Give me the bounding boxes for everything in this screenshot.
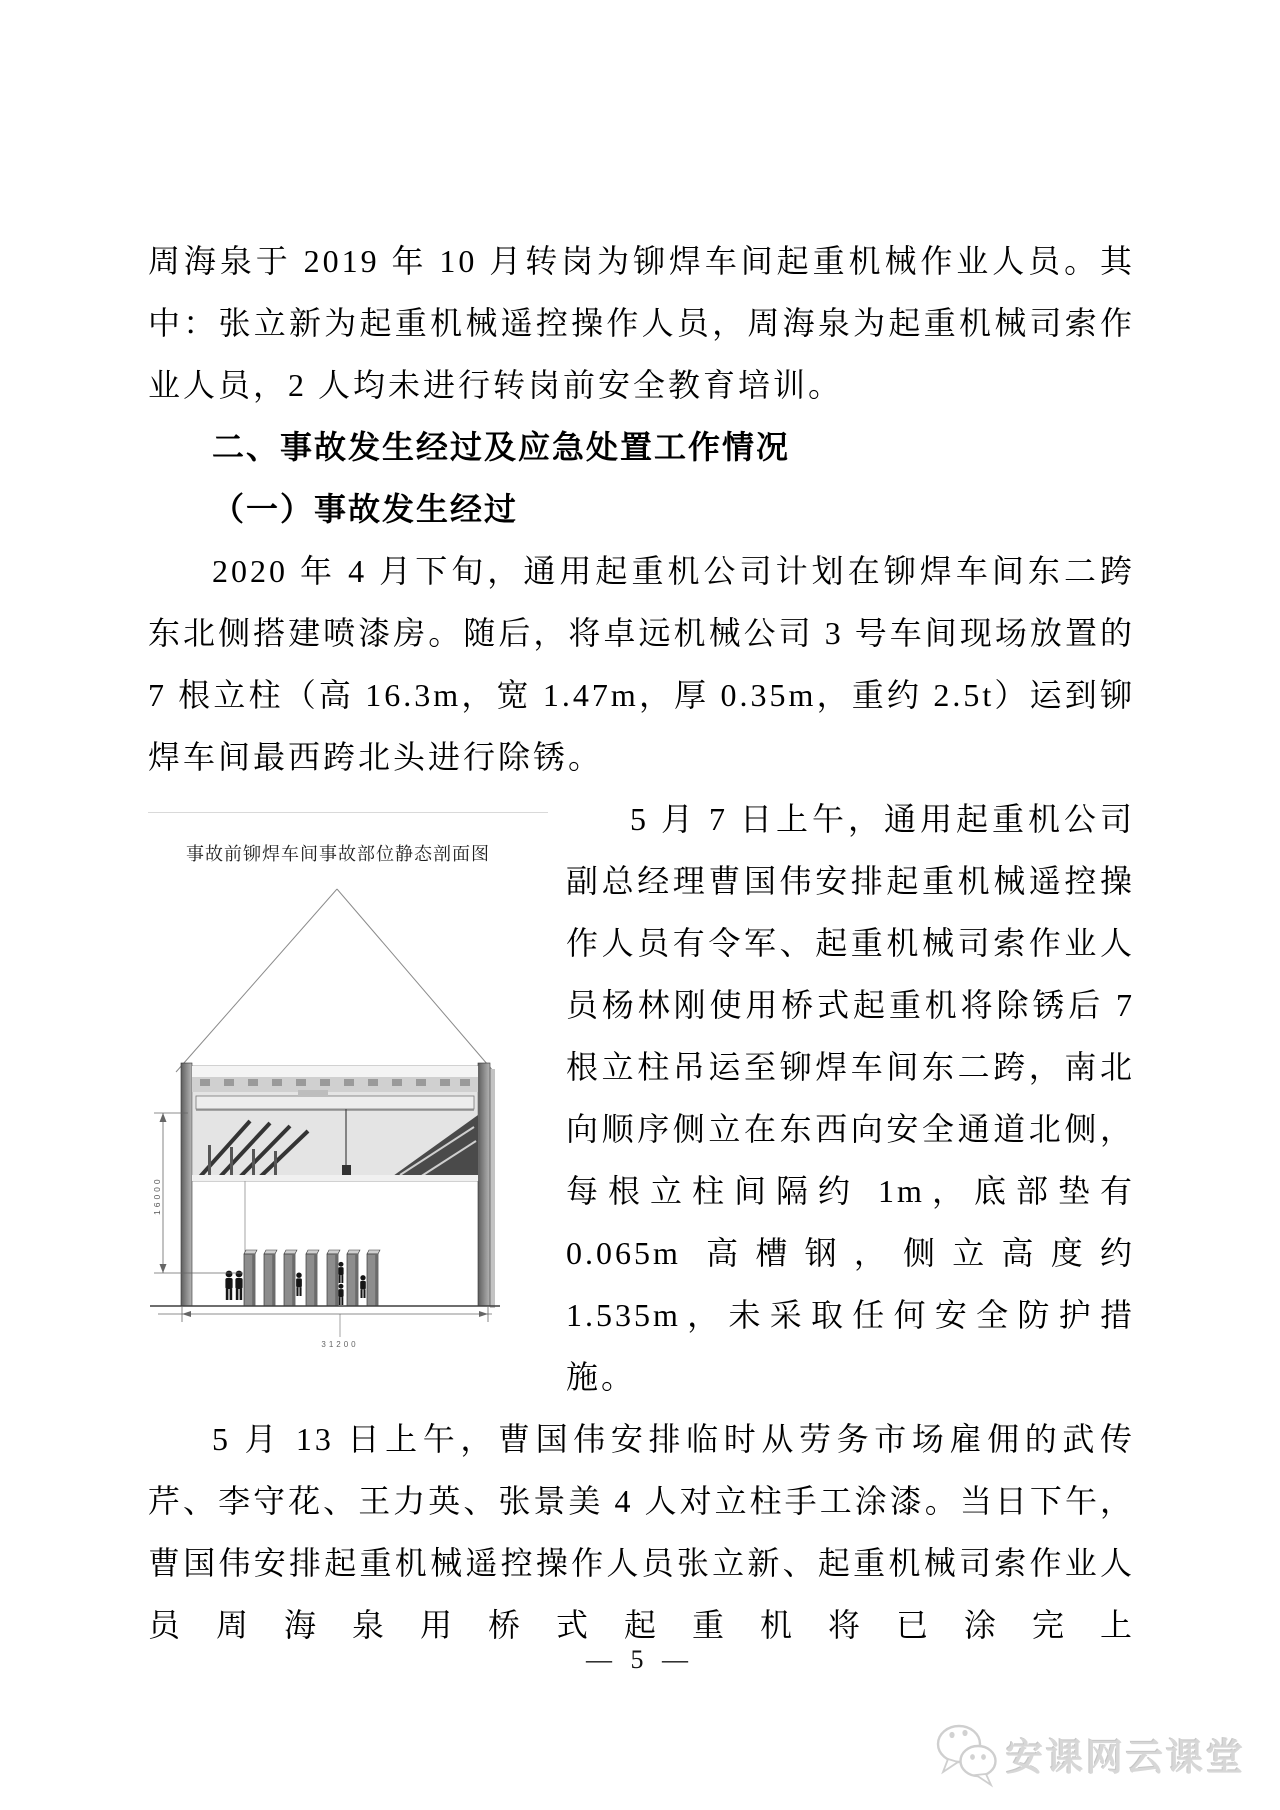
paragraph-continuation: 周海泉于 2019 年 10 月转岗为铆焊车间起重机械作业人员。其中：张立新为起重机械遥控操作人员，周海泉为起重机械司索作业人员，2 人均未进行转岗前安全教育培训。 xyxy=(148,243,1135,403)
paragraph-may7: 5 月 7 日上午，通用起重机公司副总经理曹国伟安排起重机械遥控操作人员有令军、起重机械司索作业人员杨林刚使用桥式起重机将除锈后 7 根立柱吊运至铆焊车间东二跨，南北向顺序侧立在东西向安全通道北侧，每根立柱间隔约 1m，底部垫有 0.065m 高槽钢，侧立高度约 1.535m，未采取任何安全防护措施。 xyxy=(566,801,1135,1395)
subsection-heading: （一）事故发生经过 xyxy=(212,491,519,527)
figure-cross-section xyxy=(148,812,548,1373)
paragraph-plan: 2020 年 4 月下旬，通用起重机公司计划在铆焊车间东二跨东北侧搭建喷漆房。随后，将卓远机械公司 3 号车间现场放置的 7 根立柱（高 16.3m，宽 1.47m，厚 0.35m，重约 2.5t）运到铆焊车间最西跨北头进行除锈。 xyxy=(148,553,1135,775)
watermark-text: 安课网云课堂 xyxy=(1006,1737,1246,1778)
width-dimension-label: 31200 xyxy=(321,1340,359,1349)
roof-outline xyxy=(176,889,494,1072)
page-number: — 5 — xyxy=(586,1645,694,1674)
crane-hook xyxy=(342,1165,351,1175)
right-building-column-shadow xyxy=(490,1069,495,1308)
steel-column-slabs xyxy=(244,1250,380,1306)
height-dimension-label: 16000 xyxy=(152,1176,162,1215)
watermark xyxy=(934,1720,1246,1788)
workshop-photo xyxy=(192,1066,478,1181)
paragraph-may13: 5 月 13 日上午，曹国伟安排临时从劳务市场雇佣的武传芹、李守花、王力英、张景美 4 人对立柱手工涂漆。当日下午，曹国伟安排起重机械遥控操作人员张立新、起重机械司索作业人员周海泉用桥式起重机将已涂完上 xyxy=(148,1421,1135,1643)
left-building-column xyxy=(181,1063,192,1306)
chat-bubbles-icon xyxy=(934,1720,1000,1788)
content-area xyxy=(148,230,1135,1656)
width-dimension xyxy=(158,1307,492,1337)
cross-section-diagram xyxy=(148,813,548,1373)
right-building-column xyxy=(478,1063,490,1306)
section-heading: 二、事故发生经过及应急处置工作情况 xyxy=(212,429,791,465)
figure-caption: 事故前铆焊车间事故部位静态剖面图 xyxy=(186,844,490,864)
